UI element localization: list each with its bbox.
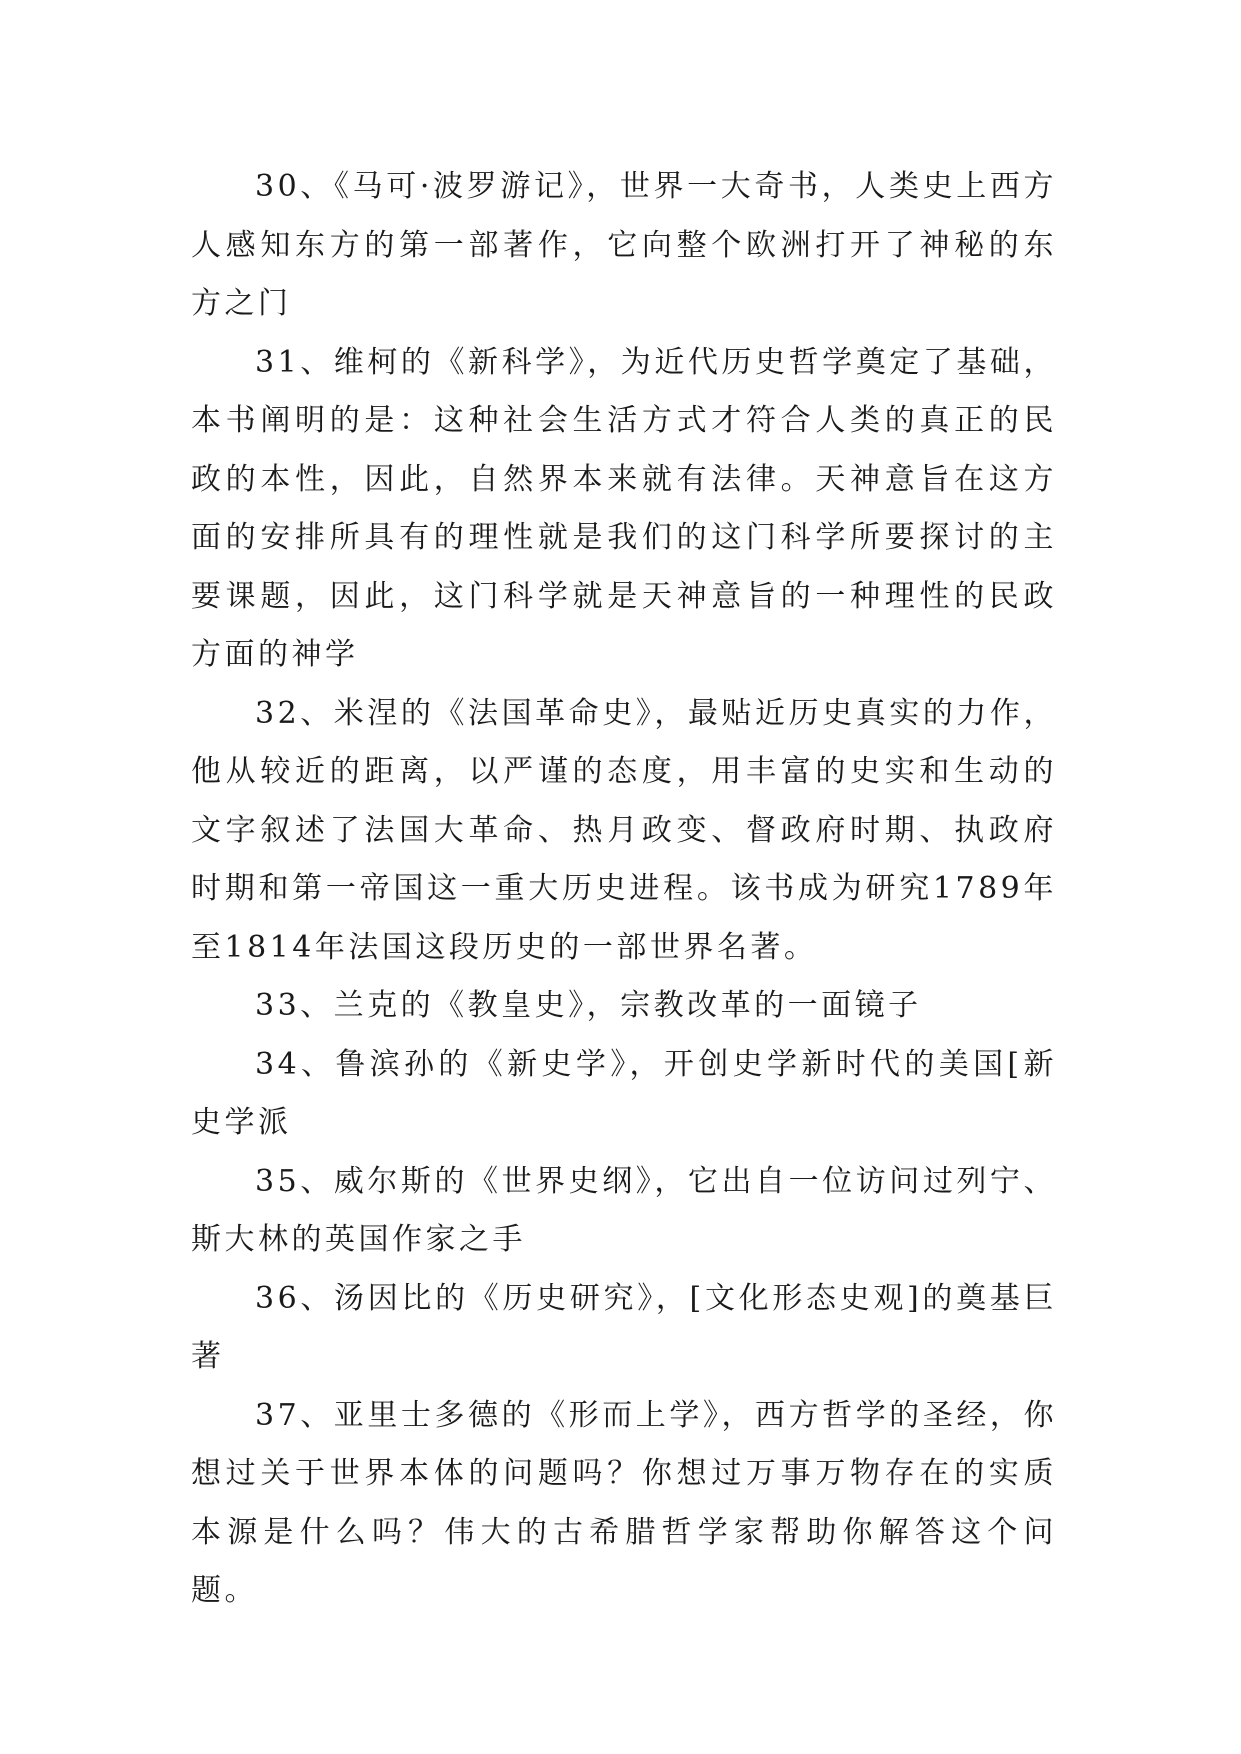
paragraph-32: 32、米涅的《法国革命史》，最贴近历史真实的力作，他从较近的距离，以严谨的态度，用丰富的史实和生动的文字叙述了法国大革命、热月政变、督政府时期、执政府时期和第一帝国这一重大历史进程。该书成为研究1789年至1814年法国这段历史的一部世界名著。: [191, 695, 1057, 965]
paragraph-33: 33、兰克的《教皇史》，宗教改革的一面镜子: [255, 988, 922, 1023]
paragraph-30: 30、《马可·波罗游记》，世界一大奇书，人类史上西方人感知东方的第一部著作，它向整个欧洲打开了神秘的东方之门: [191, 169, 1057, 321]
document-body: [191, 158, 1057, 1621]
paragraph-31: 31、维柯的《新科学》，为近代历史哲学奠定了基础，本书阐明的是：这种社会生活方式才符合人类的真正的民政的本性，因此，自然界本来就有法律。天神意旨在这方面的安排所具有的理性就是我们的这门科学所要探讨的主要课题，因此，这门科学就是天神意旨的一种理性的民政方面的神学: [191, 344, 1057, 672]
paragraph-36: 36、汤因比的《历史研究》，[文化形态史观]的奠基巨著: [191, 1280, 1057, 1374]
paragraph-37: 37、亚里士多德的《形而上学》，西方哲学的圣经，你想过关于世界本体的问题吗？你想过万事万物存在的实质本源是什么吗？伟大的古希腊哲学家帮助你解答这个问题。: [191, 1397, 1057, 1608]
paragraph-34: 34、鲁滨孙的《新史学》，开创史学新时代的美国[新史学派: [191, 1046, 1057, 1140]
paragraph-35: 35、威尔斯的《世界史纲》，它出自一位访问过列宁、斯大林的英国作家之手: [191, 1163, 1057, 1257]
